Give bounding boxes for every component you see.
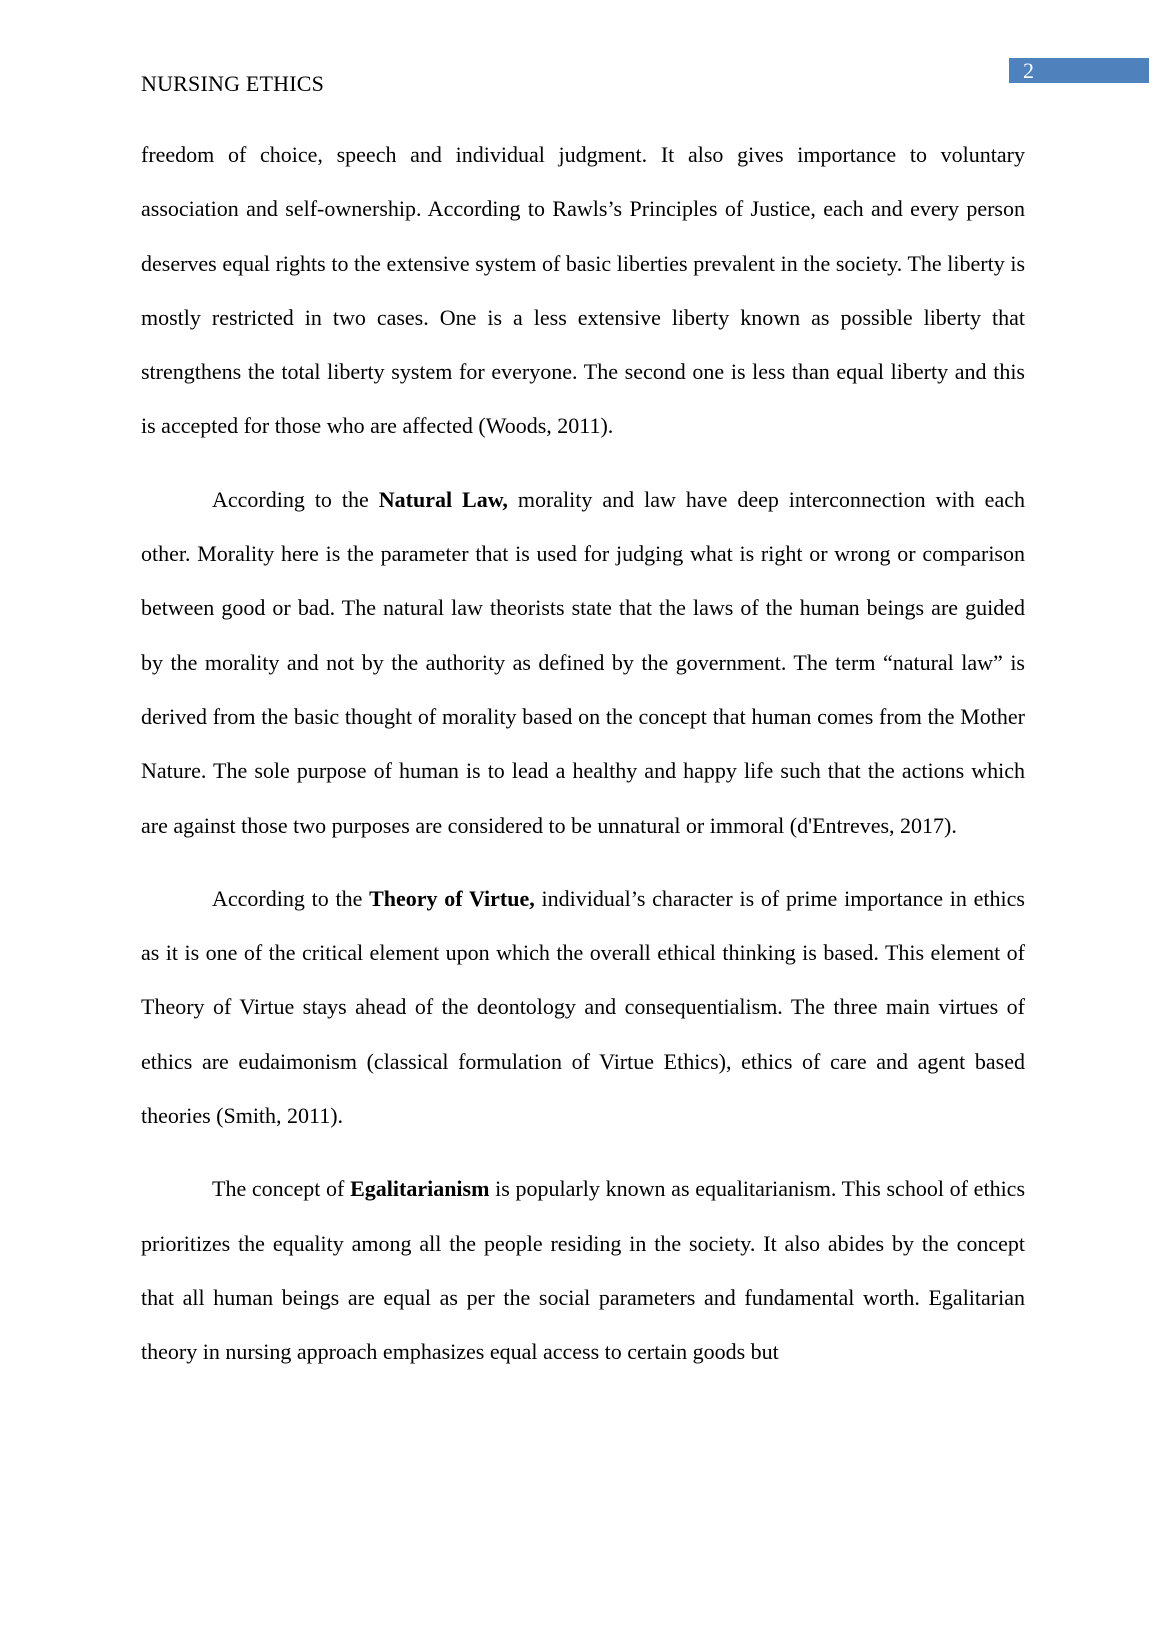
- term-theory-of-virtue: Theory of Virtue,: [369, 885, 535, 911]
- paragraph-text: According to the: [212, 885, 370, 911]
- paragraph-text: is popularly known as equalitarianism. This school of ethics prioritizes the equality among all the people residing in the society. It also abides by the concept that all human beings are equal as per the social parameters and fundamental worth. Egalitarian theory in nursing approach emphasizes equal access to certain goods but: [141, 1176, 1026, 1365]
- paragraph-natural-law: [141, 473, 1025, 853]
- term-egalitarianism: Egalitarianism: [350, 1176, 490, 1202]
- paragraph-egalitarianism: [141, 1162, 1025, 1379]
- paragraph-text: According to the: [212, 486, 379, 512]
- paragraph-text: The concept of: [212, 1176, 351, 1202]
- term-natural-law: Natural Law,: [378, 486, 508, 512]
- page-number: 2: [1023, 58, 1034, 83]
- paragraph-text: freedom of choice, speech and individual judgment. It also gives importance to voluntary association and self-ownership. According to Rawls’s Principles of Justice, each and every person deserves equal rights to the extensive system of basic liberties prevalent in the society. The liberty is mostly restricted in two cases. One is a less extensive liberty known as possible liberty that strengthens the total liberty system for everyone. The second one is less than equal liberty and this is accepted for those who are affected (Woods, 2011).: [141, 142, 1025, 439]
- page-number-badge: [1009, 58, 1149, 83]
- paragraph-theory-of-virtue: [141, 872, 1025, 1143]
- document-body: [141, 128, 1025, 1399]
- running-head-title: NURSING ETHICS: [141, 71, 325, 96]
- paragraph-text: morality and law have deep interconnection with each other. Morality here is the parameter that is used for judging what is right or wrong or comparison between good or bad. The natural law theorists state that the laws of the human beings are guided by the morality and not by the authority as defined by the government. The term “natural law” is derived from the basic thought of morality based on the concept that human comes from the Mother Nature. The sole purpose of human is to lead a healthy and happy life such that the actions which are against those two purposes are considered to be unnatural or immoral (d'Entreves, 2017).: [141, 486, 1025, 838]
- paragraph-1: [141, 128, 1025, 454]
- paragraph-text: individual’s character is of prime importance in ethics as it is one of the critical element upon which the overall ethical thinking is based. This element of Theory of Virtue stays ahead of the deontology and consequentialism. The three main virtues of ethics are eudaimonism (classical formulation of Virtue Ethics), ethics of care and agent based theories (Smith, 2011).: [141, 885, 1025, 1129]
